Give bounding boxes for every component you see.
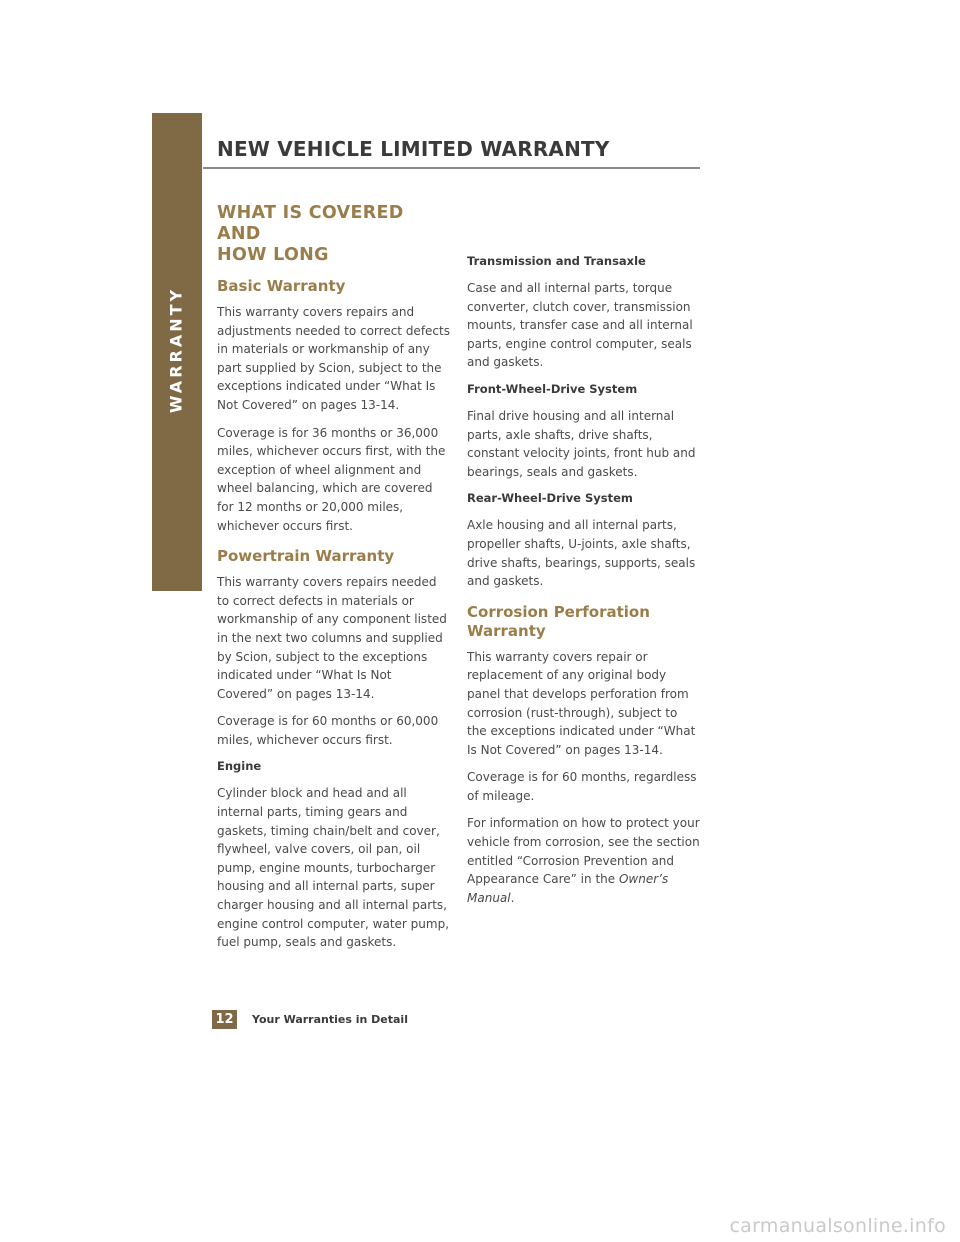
sidebar-label: WARRANTY [166, 286, 186, 414]
basic-warranty-paragraph: This warranty covers repairs and adjustments needed to correct defects in materials or workmanship of any part supplied by Scion, subject to the exceptions indicated under “What Is Not Covered” on pages 13-14. [217, 305, 450, 412]
corrosion-info-text: For information on how to protect your vehicle from corrosion, see the section entitled “Corrosion Prevention and Appearance Care” in the [467, 816, 700, 887]
corrosion-warranty-paragraph: Coverage is for 60 months, regardless of mileage. [467, 770, 697, 803]
corrosion-info-paragraph [467, 814, 700, 907]
engine-heading: Engine [217, 759, 262, 774]
front-wheel-drive-paragraph: Final drive housing and all internal parts, axle shafts, drive shafts, constant velocity joints, front hub and bearings, seals and gaskets. [467, 408, 696, 479]
page-title: NEW VEHICLE LIMITED WARRANTY [217, 137, 610, 161]
rear-wheel-drive-paragraph: Axle housing and all internal parts, propeller shafts, U-joints, axle shafts, drive shafts, bearings, supports, seals and gaskets. [467, 518, 696, 589]
corrosion-warranty-heading: Corrosion Perforation Warranty [467, 602, 650, 640]
engine-paragraph: Cylinder block and head and all internal parts, timing gears and gaskets, timing chain/belt and cover, flywheel, valve covers, oil pan, oil pump, engine mounts, turbocharger housing and all internal parts, super charger housing and all internal parts, engine control computer, water pump, fuel pump, seals and gaskets. [217, 786, 450, 950]
powertrain-warranty-paragraph: Coverage is for 60 months or 60,000 miles, whichever occurs first. [217, 714, 439, 747]
rear-wheel-drive-heading: Rear-Wheel-Drive System [467, 491, 633, 506]
transmission-paragraph: Case and all internal parts, torque converter, clutch cover, transmission mounts, transfer case and all internal parts, engine control computer, seals and gaskets. [467, 281, 693, 370]
page-number-badge: 12 [212, 1010, 237, 1029]
basic-warranty-paragraph: Coverage is for 36 months or 36,000 miles, whichever occurs first, with the exception of wheel alignment and wheel balancing, which are covered for 12 months or 20,000 miles, whichever occurs first. [217, 425, 446, 533]
corrosion-info-suffix: . [510, 890, 515, 905]
corrosion-warranty-paragraph: This warranty covers repair or replacement of any original body panel that develops perforation from corrosion (rust-through), subject to the exceptions indicated under “What Is Not Covered” on pages 13-14. [467, 649, 696, 757]
powertrain-warranty-heading: Powertrain Warranty [217, 547, 395, 566]
powertrain-warranty-paragraph: This warranty covers repairs needed to correct defects in materials or workmanship of any component listed in the next two columns and supplied by Scion, subject to the exceptions indicated under “What Is Not Covered” on pages 13-14. [217, 575, 447, 701]
right-column [467, 253, 700, 916]
watermark-text: carmanualsonline.info [729, 1215, 946, 1237]
transmission-heading: Transmission and Transaxle [467, 254, 646, 268]
page-footer [212, 1010, 408, 1029]
left-column [217, 203, 450, 961]
basic-warranty-heading: Basic Warranty [217, 277, 346, 295]
header-divider [203, 167, 700, 169]
owners-manual-reference: Owner’s Manual [467, 872, 669, 905]
section-heading: WHAT IS COVERED AND HOW LONG [217, 203, 404, 265]
front-wheel-drive-heading: Front-Wheel-Drive System [467, 381, 638, 396]
footer-section-label: Your Warranties in Detail [252, 1013, 408, 1026]
